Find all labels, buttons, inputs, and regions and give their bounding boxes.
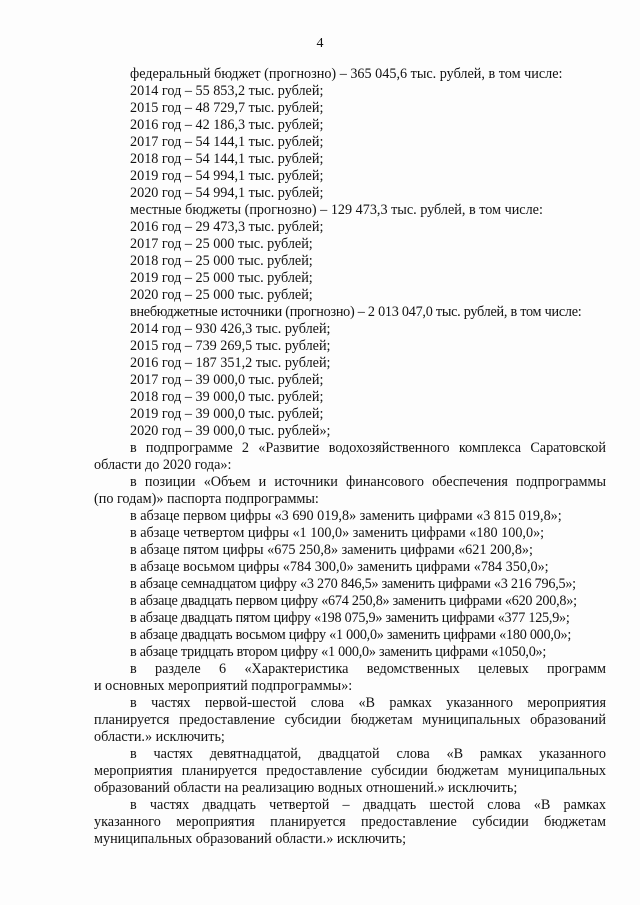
text-line: в частях девятнадцатой, двадцатой слова «В рамках указанного [130,746,606,762]
text-line: 2015 год – 48 729,7 тыс. рублей; [130,100,324,116]
text-line: внебюджетные источники (прогнозно) – 2 013 047,0 тыс. рублей, в том числе: [130,304,582,320]
text-line: 2014 год – 930 426,3 тыс. рублей; [130,321,331,337]
text-line: и основных мероприятий подпрограммы»: [94,678,353,694]
text-line: 2017 год – 54 144,1 тыс. рублей; [130,134,324,150]
text-line: в абзаце восьмом цифры «784 300,0» заменить цифрами «784 350,0»; [130,559,549,575]
text-line: 2016 год – 187 351,2 тыс. рублей; [130,355,331,371]
text-line: 2018 год – 39 000,0 тыс. рублей; [130,389,324,405]
text-line: в подпрограмме 2 «Развитие водохозяйственного комплекса Саратовской [130,440,606,456]
text-line: 2016 год – 29 473,3 тыс. рублей; [130,219,324,235]
text-line: в позиции «Объем и источники финансового обеспечения подпрограммы [130,474,606,490]
text-line: 2020 год – 54 994,1 тыс. рублей; [130,185,324,201]
text-line: мероприятия планируется предоставление субсидии бюджетам муниципальных [94,763,606,779]
text-line: местные бюджеты (прогнозно) – 129 473,3 тыс. рублей, в том числе: [130,202,543,218]
text-line: в частях первой-шестой слова «В рамках указанного мероприятия [130,695,606,711]
text-line: в абзаце пятом цифры «675 250,8» заменить цифрами «621 200,8»; [130,542,533,558]
text-line: области.» исключить; [94,729,225,745]
text-line: 2018 год – 25 000 тыс. рублей; [130,253,313,269]
text-line: 2015 год – 739 269,5 тыс. рублей; [130,338,331,354]
text-line: указанного мероприятия планируется предоставление субсидии бюджетам [94,814,606,830]
text-line: в абзаце тридцать втором цифру «1 000,0» заменить цифрами «1050,0»; [130,644,547,660]
text-line: в абзаце двадцать восьмом цифру «1 000,0» заменить цифрами «180 000,0»; [130,627,572,643]
text-line: 2019 год – 39 000,0 тыс. рублей; [130,406,324,422]
text-line: 2014 год – 55 853,2 тыс. рублей; [130,83,324,99]
text-line: 2018 год – 54 144,1 тыс. рублей; [130,151,324,167]
text-line: в частях двадцать четвертой – двадцать шестой слова «В рамках [130,797,606,813]
text-line: планируется предоставление субсидии бюджетам муниципальных образований [94,712,606,728]
text-line: (по годам)» паспорта подпрограммы: [94,491,319,507]
text-line: 2020 год – 25 000 тыс. рублей; [130,287,313,303]
text-line: в абзаце двадцать пятом цифру «198 075,9» заменить цифрами «377 125,9»; [130,610,570,626]
text-line: 2020 год – 39 000,0 тыс. рублей»; [130,423,331,439]
text-line: 2016 год – 42 186,3 тыс. рублей; [130,117,324,133]
text-line: области до 2020 года»: [94,457,232,473]
text-line: в абзаце первом цифры «3 690 019,8» заменить цифрами «3 815 019,8»; [130,508,562,524]
text-line: в абзаце двадцать первом цифру «674 250,8» заменить цифрами «620 200,8»; [130,593,577,609]
text-line: в абзаце семнадцатом цифру «3 270 846,5» заменить цифрами «3 216 796,5»; [130,576,576,592]
text-line: образований области на реализацию водных отношений.» исключить; [94,780,518,796]
text-line: 2019 год – 25 000 тыс. рублей; [130,270,313,286]
text-line: 2017 год – 39 000,0 тыс. рублей; [130,372,324,388]
text-line: в абзаце четвертом цифры «1 100,0» заменить цифрами «180 100,0»; [130,525,545,541]
page-number: 4 [316,36,324,51]
text-line: 2019 год – 54 994,1 тыс. рублей; [130,168,324,184]
text-line: 2017 год – 25 000 тыс. рублей; [130,236,313,252]
text-line: федеральный бюджет (прогнозно) – 365 045,6 тыс. рублей, в том числе: [130,66,563,82]
text-line: муниципальных образований области.» исключить; [94,831,407,847]
text-line: в разделе 6 «Характеристика ведомственных целевых программ [130,661,606,677]
